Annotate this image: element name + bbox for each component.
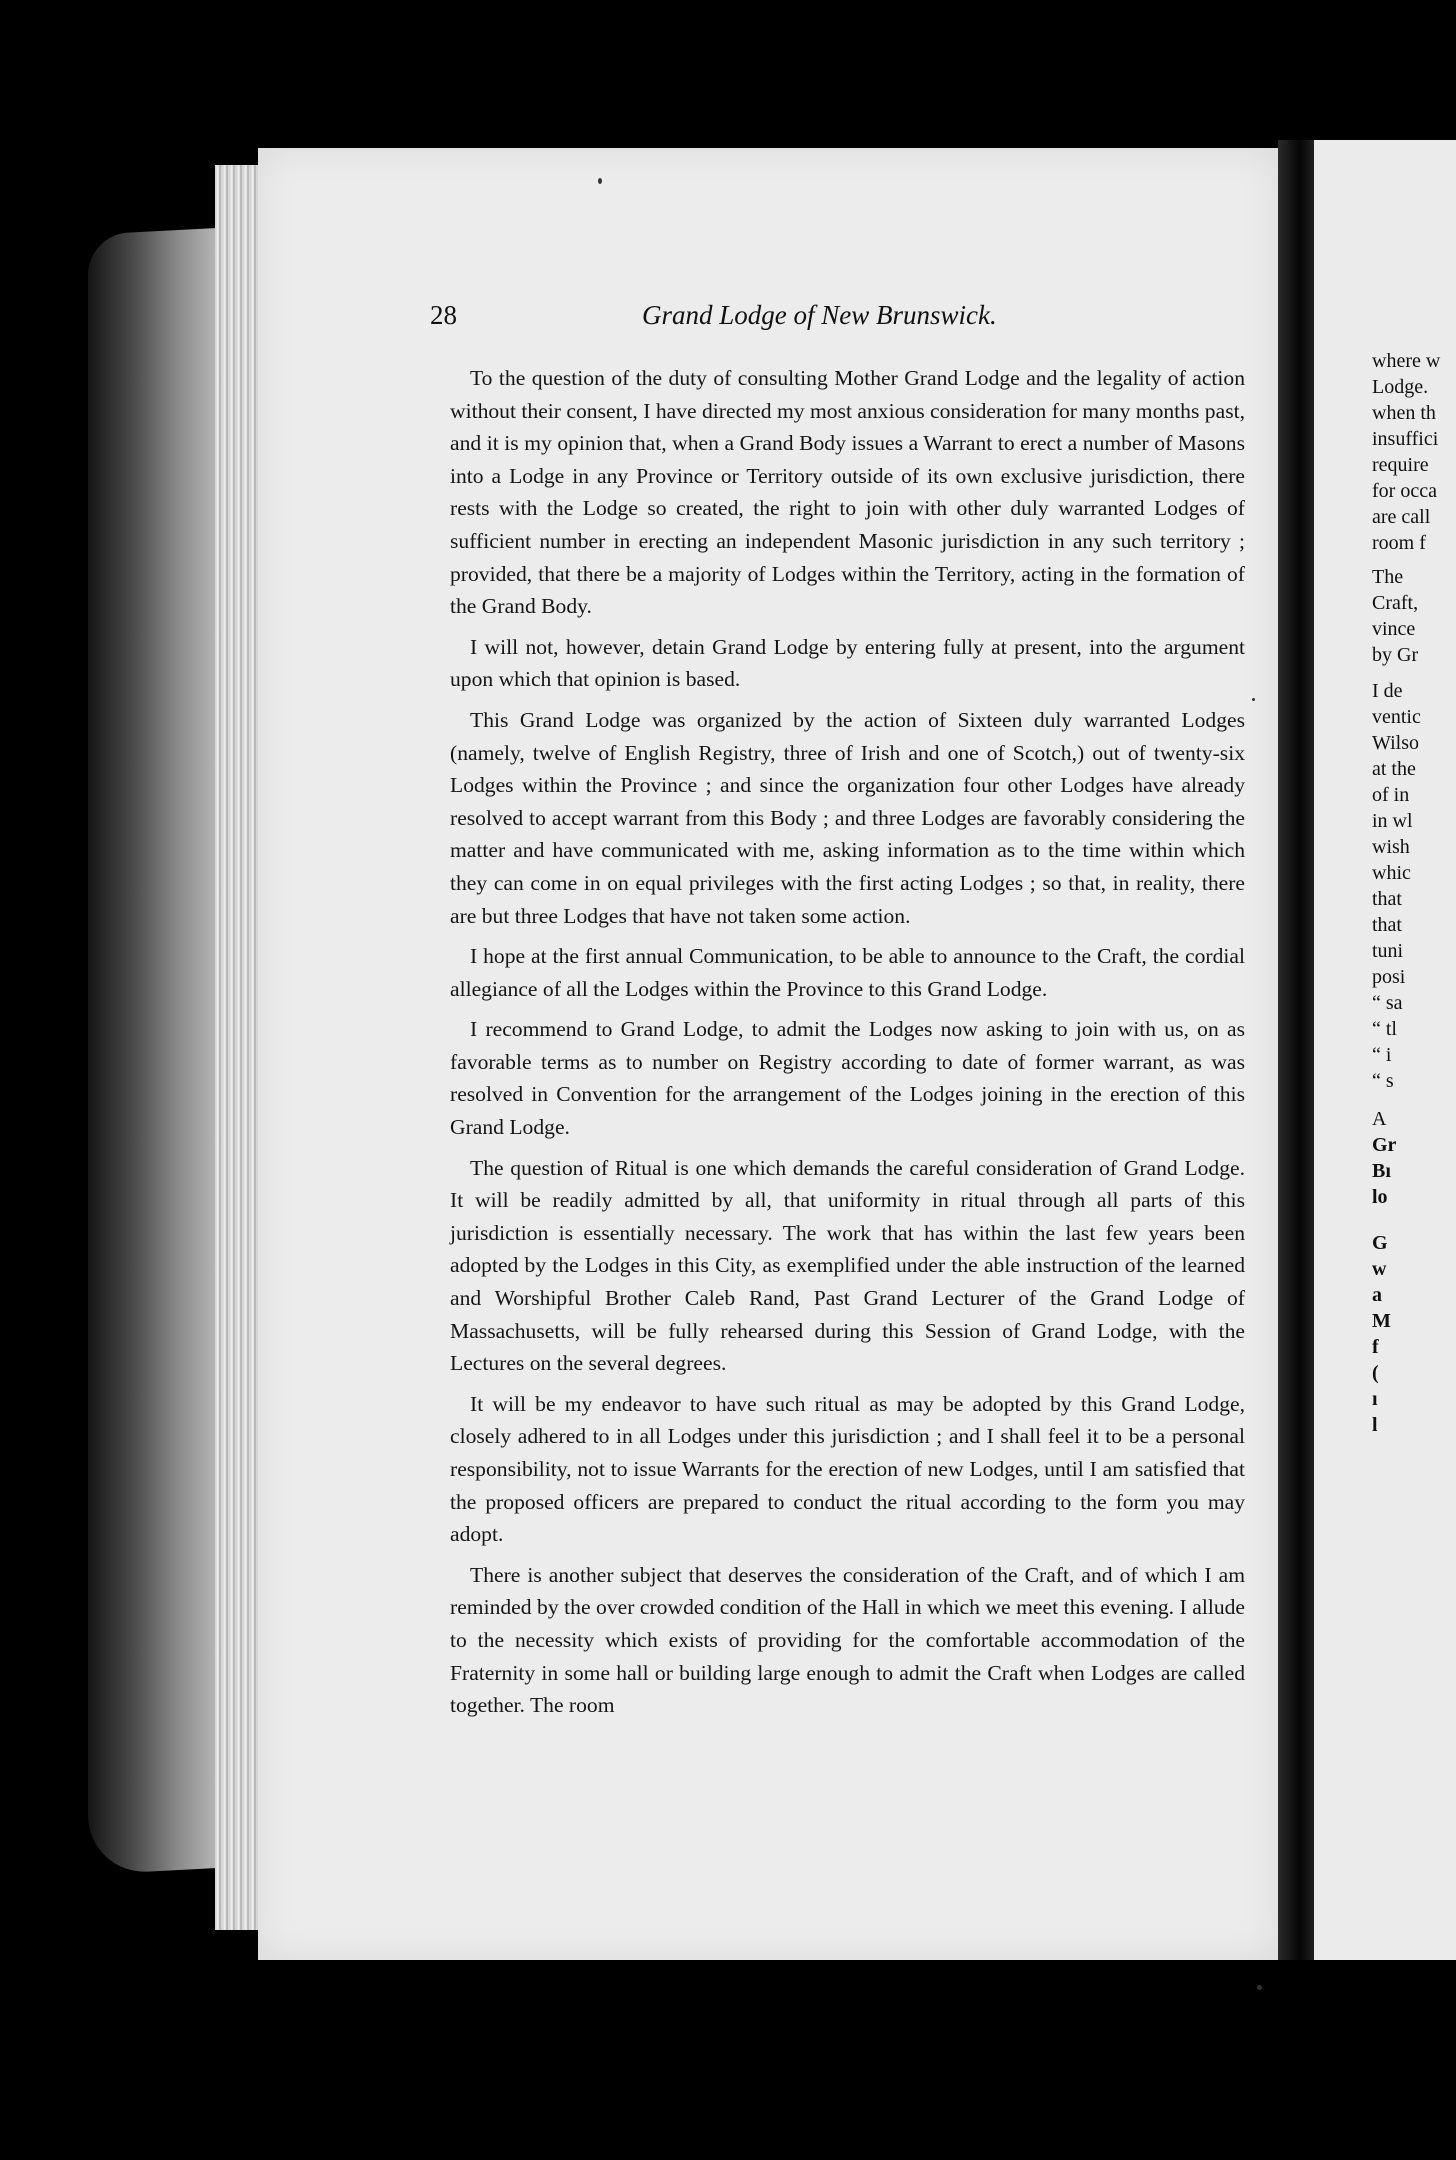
facing-line: f	[1372, 1336, 1379, 1358]
facing-line: The	[1372, 566, 1404, 588]
paragraph: There is another subject that deserves the consideration of the Craft, and of which I am reminded by the over crowded condition of the Hall in which we meet this evening. I allude to the necessity which exists of providing for the comfortable accommodation of the Fraternity in some hall or building large enough to admit the Craft when Lodges are called together. The room	[450, 1562, 1245, 1718]
facing-line: posi	[1372, 966, 1406, 988]
facing-line: room f	[1372, 532, 1426, 554]
facing-line: require	[1372, 454, 1429, 476]
paragraph: I will not, however, detain Grand Lodge by entering fully at present, into the argument upon which that opinion is based.	[450, 634, 1245, 692]
facing-line: insuffici	[1372, 428, 1439, 450]
facing-line: I de	[1372, 680, 1403, 702]
facing-line: where w	[1372, 350, 1441, 372]
facing-line: (	[1372, 1362, 1379, 1384]
facing-line: “ i	[1372, 1044, 1392, 1066]
facing-line: l	[1372, 1414, 1378, 1436]
facing-line: Bı	[1372, 1160, 1391, 1182]
paragraph: The question of Ritual is one which demands the careful consideration of Grand Lodge. It will be readily admitted by all, that uniformity in ritual through all parts of this jurisdiction is essentially necessary. The work that has within the last few years been adopted by the Lodges in this City, as exemplified under the able instruction of the learned and Worshipful Brother Caleb Rand, Past Grand Lecturer of the Grand Lodge of Massachusetts, will be fully rehearsed during this Session of Grand Lodge, with the Lectures on the several degrees.	[450, 1155, 1245, 1376]
facing-line: that	[1372, 914, 1402, 936]
body-text	[450, 362, 1245, 1730]
facing-line: ventic	[1372, 706, 1421, 728]
facing-line: for occa	[1372, 480, 1437, 502]
facing-line: Lodge.	[1372, 376, 1429, 398]
facing-line: Craft,	[1372, 592, 1419, 614]
facing-line: A	[1372, 1108, 1387, 1130]
facing-line: M	[1372, 1310, 1391, 1332]
facing-line: in wl	[1372, 810, 1413, 832]
facing-line: lo	[1372, 1186, 1388, 1208]
paragraph: It will be my endeavor to have such ritual as may be adopted by this Grand Lodge, closely adhered to in all Lodges under this jurisdiction ; and I shall feel it to be a personal responsibility, not to issue Warrants for the erection of new Lodges, until I am satisfied that the proposed officers are prepared to conduct the ritual according to the form you may adopt.	[450, 1391, 1245, 1547]
paragraph: I hope at the first annual Communication, to be able to announce to the Craft, the cordial allegiance of all the Lodges within the Province to this Grand Lodge.	[450, 944, 1245, 1001]
scan-speck	[1257, 1985, 1262, 1990]
facing-page	[1314, 140, 1456, 1960]
facing-line: tuni	[1372, 940, 1404, 962]
facing-line: of in	[1372, 784, 1410, 806]
facing-line: w	[1372, 1258, 1387, 1280]
running-title: Grand Lodge of New Brunswick.	[642, 300, 997, 330]
facing-line: at the	[1372, 758, 1416, 780]
facing-line: a	[1372, 1284, 1382, 1306]
facing-line: are call	[1372, 506, 1431, 528]
facing-line: “ s	[1372, 1070, 1394, 1092]
facing-line: “ sa	[1372, 992, 1403, 1014]
facing-line: ı	[1372, 1388, 1378, 1410]
scan-speck	[598, 178, 602, 184]
paragraph: To the question of the duty of consulting Mother Grand Lodge and the legality of action without their consent, I have directed my most anxious consideration for many months past, and it is my opinion that, when a Grand Body issues a Warrant to erect a number of Masons into a Lodge in any Province or Territory outside of its own exclusive jurisdiction, there rests with the Lodge so created, the right to join with other duly warranted Lodges of sufficient number in erecting an independent Masonic jurisdiction in any such territory ; provided, that there be a majority of Lodges within the Territory, acting in the formation of the Grand Body.	[450, 366, 1245, 619]
facing-line: wish	[1372, 836, 1410, 858]
scan-speck	[1252, 698, 1255, 701]
facing-line: vince	[1372, 618, 1416, 640]
facing-line: whic	[1372, 862, 1411, 884]
book-gutter	[1278, 140, 1314, 1960]
paragraph: This Grand Lodge was organized by the action of Sixteen duly warranted Lodges (namely, twelve of English Registry, three of Irish and one of Scotch,) out of twenty-six Lodges within the Province ; and since the organization four other Lodges have already resolved to accept warrant from this Body ; and three Lodges are favorably considering the matter and have communicated with me, asking information as to the time within which they can come in on equal privileges with the first acting Lodges ; so that, in reality, there are but three Lodges that have not taken some action.	[450, 707, 1245, 928]
facing-line: G	[1372, 1232, 1388, 1254]
facing-line: that	[1372, 888, 1402, 910]
page-number: 28	[430, 300, 457, 330]
paragraph: I recommend to Grand Lodge, to admit the Lodges now asking to join with us, on as favorable terms as to number on Registry according to date of former warrant, as was resolved in Convention for the arrangement of the Lodges joining in the erection of this Grand Lodge.	[450, 1017, 1245, 1140]
facing-line: Wilso	[1372, 732, 1419, 754]
facing-line: Gr	[1372, 1134, 1397, 1156]
facing-line: “ tl	[1372, 1018, 1397, 1040]
facing-line: when th	[1372, 402, 1436, 424]
facing-line: by Gr	[1372, 644, 1419, 666]
